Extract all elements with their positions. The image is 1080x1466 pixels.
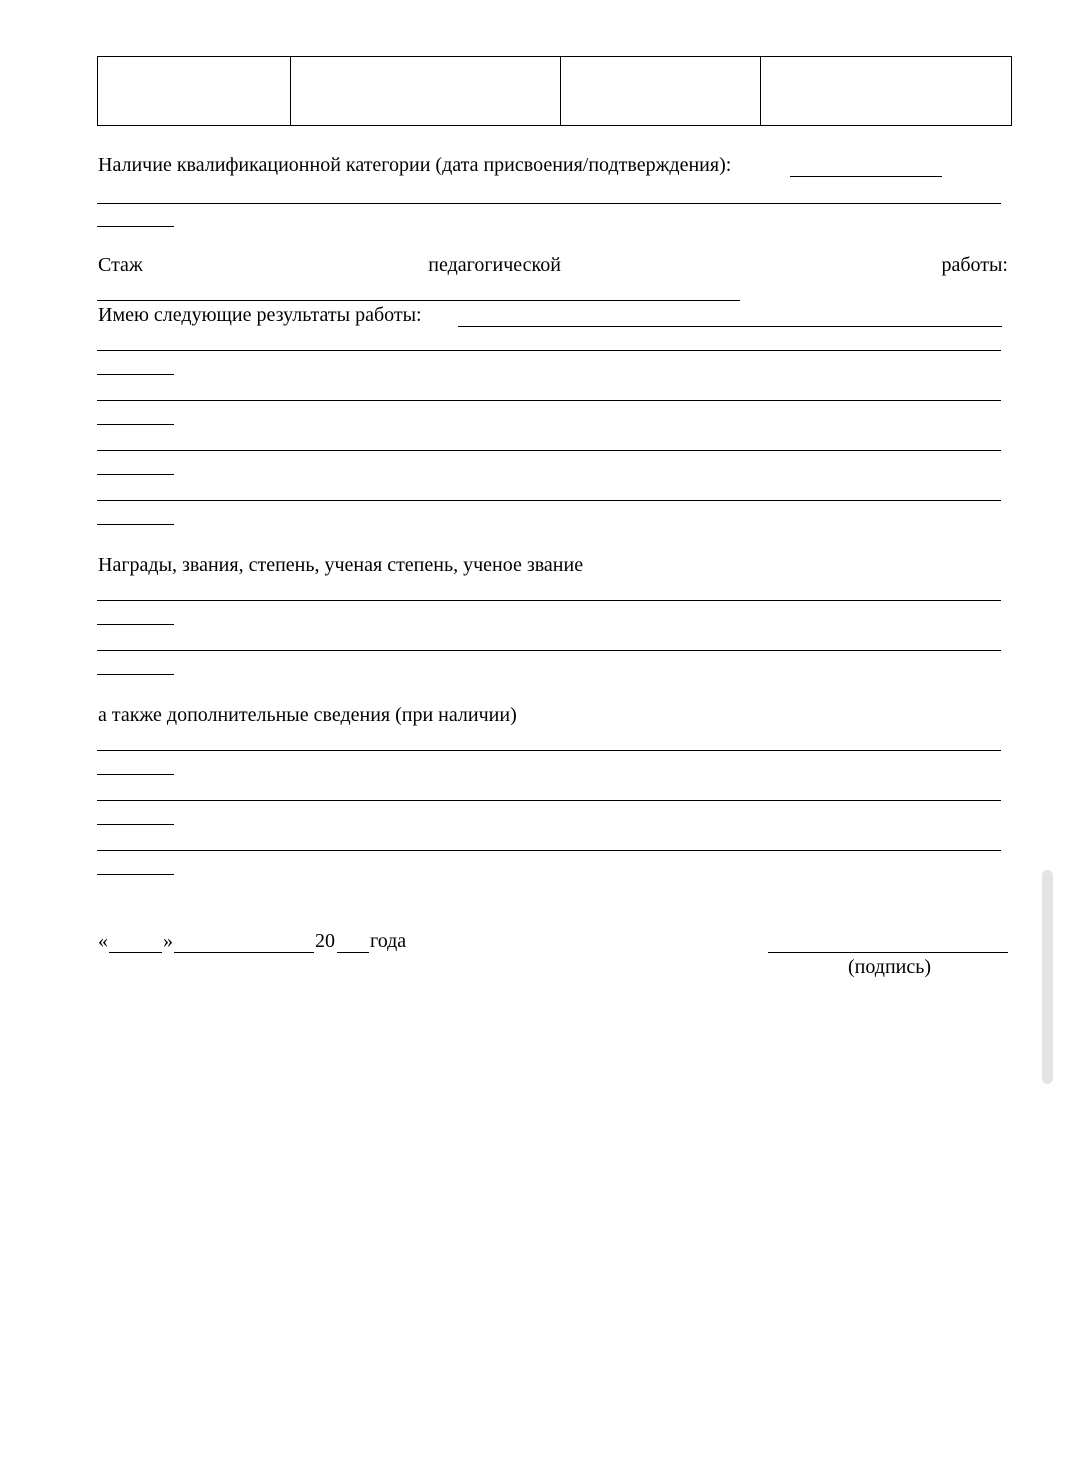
results-fill-line[interactable] (97, 500, 1001, 501)
info-table (97, 56, 1012, 126)
results-fill-line[interactable] (97, 400, 1001, 401)
qualification-fill-line[interactable] (97, 203, 1001, 204)
table-cell (761, 57, 1012, 126)
stazh-word: работы: (941, 254, 1008, 276)
table-cell (291, 57, 561, 126)
table-cell (561, 57, 761, 126)
awards-fill-line[interactable] (97, 624, 174, 625)
awards-label: Награды, звания, степень, ученая степень, ученое звание (98, 554, 584, 576)
date-open-quote: « (98, 930, 108, 952)
date-day-line[interactable] (109, 952, 162, 953)
results-fill-line[interactable] (97, 474, 174, 475)
date-year-line[interactable] (337, 952, 369, 953)
scrollbar-thumb[interactable] (1042, 870, 1053, 1084)
awards-fill-line[interactable] (97, 674, 174, 675)
additional-fill-line[interactable] (97, 800, 1001, 801)
additional-fill-line[interactable] (97, 874, 174, 875)
additional-fill-line[interactable] (97, 850, 1001, 851)
additional-fill-line[interactable] (97, 774, 174, 775)
additional-label: а также дополнительные сведения (при наличии) (98, 704, 517, 726)
date-year-prefix: 20 (315, 930, 335, 952)
stazh-word: педагогической (428, 254, 561, 276)
date-month-line[interactable] (174, 952, 314, 953)
additional-fill-line[interactable] (97, 750, 1001, 751)
results-fill-line[interactable] (458, 326, 1002, 327)
qualification-fill-line[interactable] (790, 176, 942, 177)
results-fill-line[interactable] (97, 424, 174, 425)
stazh-row (98, 253, 1008, 277)
results-label: Имею следующие результаты работы: (98, 304, 422, 326)
table-row (98, 57, 1012, 126)
qualification-fill-line[interactable] (97, 226, 174, 227)
stazh-word: Стаж (98, 254, 143, 276)
results-fill-line[interactable] (97, 450, 1001, 451)
results-fill-line[interactable] (97, 524, 174, 525)
results-fill-line[interactable] (97, 374, 174, 375)
additional-fill-line[interactable] (97, 824, 174, 825)
date-year-suffix: года (370, 930, 407, 952)
results-fill-line[interactable] (97, 350, 1001, 351)
qualification-label: Наличие квалификационной категории (дата присвоения/подтверждения): (98, 154, 732, 176)
signature-line[interactable] (768, 952, 1008, 953)
awards-fill-line[interactable] (97, 600, 1001, 601)
signature-caption: (подпись) (848, 956, 932, 978)
stazh-fill-line[interactable] (97, 300, 740, 301)
awards-fill-line[interactable] (97, 650, 1001, 651)
date-close-quote: » (163, 930, 173, 952)
table-cell (98, 57, 291, 126)
